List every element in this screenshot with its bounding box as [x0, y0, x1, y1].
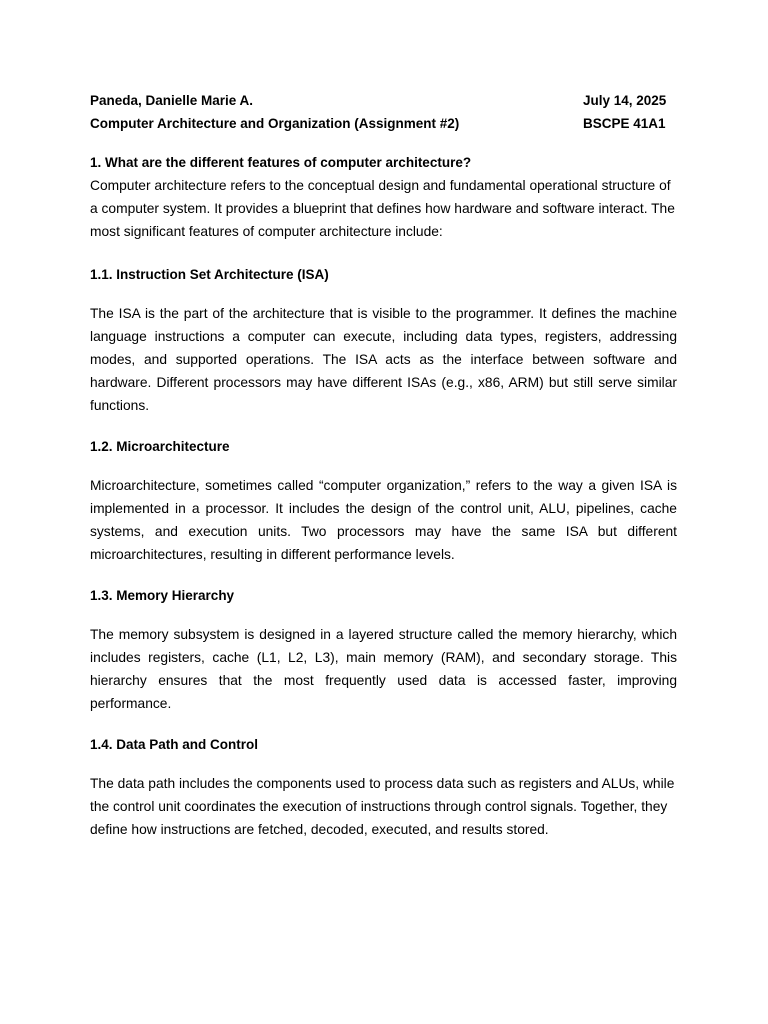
header-row-course — [90, 114, 677, 137]
section-heading-isa: 1.1. Instruction Set Architecture (ISA) — [90, 267, 329, 282]
author-name: Paneda, Danielle Marie A. — [90, 93, 254, 108]
header-row-author — [90, 91, 677, 114]
section-heading-memory-hierarchy: 1.3. Memory Hierarchy — [90, 588, 235, 603]
section-heading-microarchitecture: 1.2. Microarchitecture — [90, 439, 230, 454]
question-heading: 1. What are the different features of computer architecture? — [90, 155, 472, 170]
section-body-microarchitecture: Microarchitecture, sometimes called “computer organization,” refers to the way a given ISA is implemented in a processor. It includes the design of the control unit, ALU, pipelines, cache systems, and execution units. Two processors may have the same ISA but different microarchitectures, resulting in different performance levels. — [90, 478, 677, 562]
section-body-memory-hierarchy: The memory subsystem is designed in a layered structure called the memory hierarchy, which includes registers, cache (L1, L2, L3), main memory (RAM), and secondary storage. This hierarchy ensures that the most frequently used data is accessed faster, improving performance. — [90, 627, 677, 711]
section-heading-data-path: 1.4. Data Path and Control — [90, 737, 259, 752]
document-page — [90, 91, 677, 841]
course-title: Computer Architecture and Organization (Assignment #2) — [90, 116, 460, 131]
intro-paragraph: Computer architecture refers to the conceptual design and fundamental operational structure of a computer system. It provides a blueprint that defines how hardware and software interact. The most significant features of computer architecture include: — [90, 178, 675, 239]
class-section: BSCPE 41A1 — [583, 116, 666, 131]
section-body-isa: The ISA is the part of the architecture that is visible to the programmer. It defines the machine language instructions a computer can execute, including data types, registers, addressing modes, and supported operations. The ISA acts as the interface between software and hardware. Different processors may have different ISAs (e.g., x86, ARM) but still serve similar functions. — [90, 306, 677, 413]
assignment-date: July 14, 2025 — [583, 93, 667, 108]
section-body-data-path: The data path includes the components used to process data such as registers and ALUs, while the control unit coordinates the execution of instructions through control signals. Together, they define how instructions are fetched, decoded, executed, and results stored. — [90, 776, 675, 837]
